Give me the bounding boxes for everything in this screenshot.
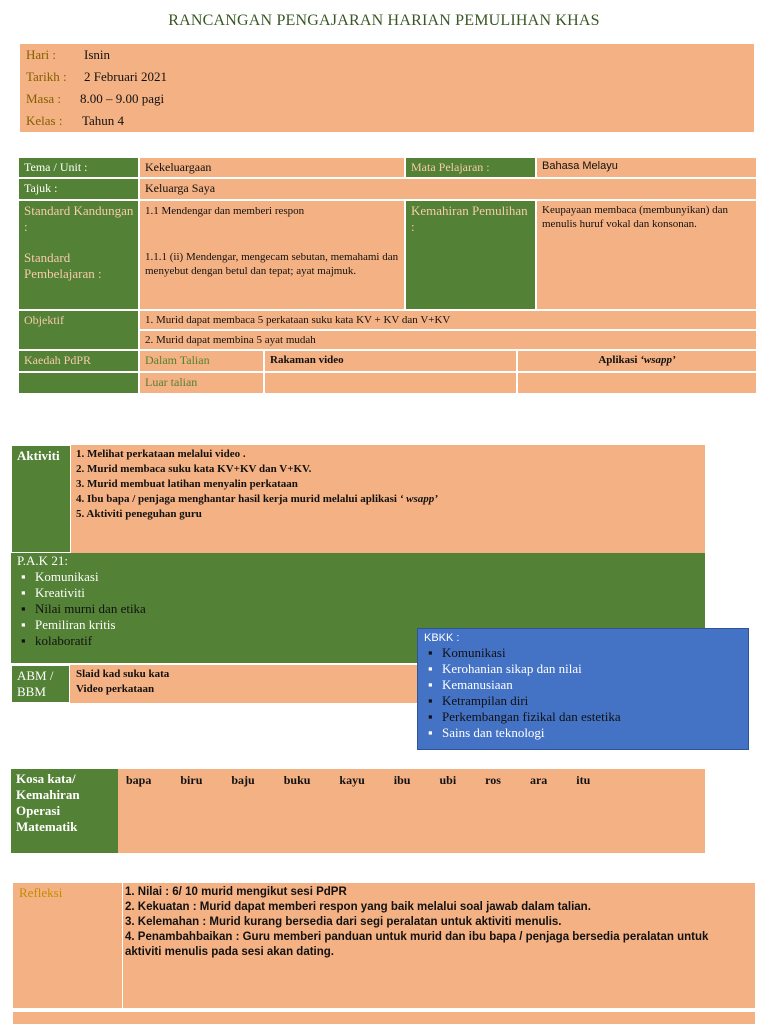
objektif-2: 2. Murid dapat membina 5 ayat mudah (139, 330, 757, 350)
standard-value-cell (139, 200, 405, 310)
refleksi-item-1: 1. Nilai : 6/ 10 murid mengikut sesi PdPR (125, 886, 347, 898)
objektif-label: Objektif (18, 310, 139, 350)
luar-talian-cell-1 (264, 372, 517, 394)
kbkk-item: ▪ Komunikasi (442, 645, 742, 661)
luar-talian-label: Luar talian (139, 372, 264, 394)
tema-label: Tema / Unit : (18, 157, 139, 178)
kelas-value: Tahun 4 (82, 113, 125, 128)
pak21-item: ▪ kolaboratif (35, 633, 699, 649)
masa-label: Masa : (26, 91, 62, 106)
aktiviti-list (71, 445, 705, 553)
refleksi-list (125, 885, 745, 960)
aktiviti-label: Aktiviti (11, 445, 71, 553)
kbkk-box (417, 628, 749, 750)
kemahiran-pemulihan-value: Keupayaan membaca (membunyikan) dan menulis huruf vokal dan konsonan. (536, 200, 757, 310)
pak21-item: ▪ Pemiliran kritis (35, 617, 699, 633)
tema-value: Kekeluargaan (139, 157, 405, 178)
kbkk-item: ▪ Perkembangan fizikal dan estetika (442, 709, 742, 725)
kaedah-label: Kaedah PdPR (18, 350, 139, 372)
kosa-word: biru (180, 773, 203, 787)
refleksi-label: Refleksi (19, 885, 63, 900)
refleksi-item-4: 4. Penambahbaikan : Guru memberi panduan untuk murid dan ibu bapa / penjaga bersedia peralatan untuk aktiviti menulis pada sesi akan dating. (125, 931, 709, 958)
aktiviti-item-4-text: 4. Ibu bapa / penjaga menghantar hasil kerja murid melalui aplikasi (76, 493, 400, 505)
standard-kandungan-value: 1.1 Mendengar dan memberi respon (145, 205, 305, 217)
standard-label-cell (18, 200, 139, 310)
objektif-1: 1. Murid dapat membaca 5 perkataan suku kata KV + KV dan V+KV (139, 310, 757, 330)
hari-value: Isnin (84, 47, 110, 62)
refleksi-divider (122, 883, 123, 1008)
aktiviti-item-5: 5. Aktiviti peneguhan guru (76, 508, 202, 520)
tarikh-value: 2 Februari 2021 (84, 69, 168, 84)
aktiviti-item-1: 1. Melihat perkataan melalui video . (76, 448, 246, 460)
pak21-item: ▪ Nilai murni dan etika (35, 601, 699, 617)
kbkk-item: ▪ Kerohanian sikap dan nilai (442, 661, 742, 677)
dalam-talian-video: Rakaman video (264, 350, 517, 372)
pak21-label: P.A.K 21: (17, 553, 68, 568)
kosa-kata-words (118, 769, 705, 853)
kosa-word: baju (231, 773, 255, 787)
tajuk-label: Tajuk : (18, 178, 139, 200)
bottom-strip (13, 1012, 755, 1024)
hari-label: Hari : (26, 47, 56, 62)
kbkk-item: ▪ Ketrampilan diri (442, 693, 742, 709)
abm-item-1: Slaid kad suku kata (76, 668, 170, 680)
kaedah-blank-cell (18, 372, 139, 394)
pak21-item: ▪ Kreativiti (35, 585, 699, 601)
abm-bbm-label: ABM / BBM (11, 665, 70, 703)
dalam-talian-aplikasi (517, 350, 757, 372)
kbkk-label: KBKK : (424, 632, 460, 644)
dalam-talian-label: Dalam Talian (139, 350, 264, 372)
aplikasi-text: Aplikasi (598, 354, 641, 366)
refleksi-item-2: 2. Kekuatan : Murid dapat memberi respon yang baik melalui soal jawab dalam talian. (125, 901, 591, 913)
tarikh-label: Tarikh : (26, 69, 67, 84)
masa-value: 8.00 – 9.00 pagi (80, 91, 165, 106)
tajuk-value: Keluarga Saya (139, 178, 757, 200)
refleksi-item-3: 3. Kelemahan : Murid kurang bersedia dari segi peralatan untuk aktiviti menulis. (125, 916, 562, 928)
standard-pembelajaran-value: 1.1.1 (ii) Mendengar, mengecam sebutan, memahami dan menyebut dengan betul dan tepat; ayat majmuk. (145, 251, 399, 277)
aplikasi-wsapp: ‘wsapp’ (640, 354, 676, 366)
pak21-item: ▪ Komunikasi (35, 569, 699, 585)
kemahiran-pemulihan-label: Kemahiran Pemulihan : (405, 200, 536, 310)
aktiviti-item-4 (76, 492, 700, 507)
aktiviti-item-2: 2. Murid membaca suku kata KV+KV dan V+KV. (76, 463, 312, 475)
kosa-word: bapa (126, 773, 152, 787)
kbkk-item: ▪ Sains dan teknologi (442, 725, 742, 741)
kosa-kata-label: Kosa kata/ Kemahiran Operasi Matematik (11, 769, 118, 853)
kosa-word: ibu (393, 773, 411, 787)
kosa-word: buku (283, 773, 311, 787)
standard-kandungan-label: Standard Kandungan : (24, 203, 134, 234)
kosa-word: ros (485, 773, 501, 787)
page-title: RANCANGAN PENGAJARAN HARIAN PEMULIHAN KHAS (168, 12, 600, 29)
luar-talian-cell-2 (517, 372, 757, 394)
refleksi-box (13, 883, 755, 1008)
abm-bbm-list (70, 665, 420, 703)
standard-pembelajaran-label: Standard Pembelajaran : (24, 250, 102, 281)
kosa-word: kayu (339, 773, 365, 787)
aktiviti-item-3: 3. Murid membuat latihan menyalin perkataan (76, 478, 298, 490)
mata-pelajaran-label: Mata Pelajaran : (405, 157, 536, 178)
header-info-box (20, 44, 754, 132)
kosa-word: ubi (439, 773, 457, 787)
kbkk-list (424, 645, 742, 741)
abm-item-2: Video perkataan (76, 683, 155, 695)
kelas-label: Kelas : (26, 113, 63, 128)
kosa-word: ara (529, 773, 548, 787)
aktiviti-item-4-wsapp: ‘ wsapp’ (399, 493, 438, 505)
kosa-word: itu (576, 773, 591, 787)
kbkk-item: ▪ Kemanusiaan (442, 677, 742, 693)
mata-pelajaran-value: Bahasa Melayu (536, 157, 757, 178)
